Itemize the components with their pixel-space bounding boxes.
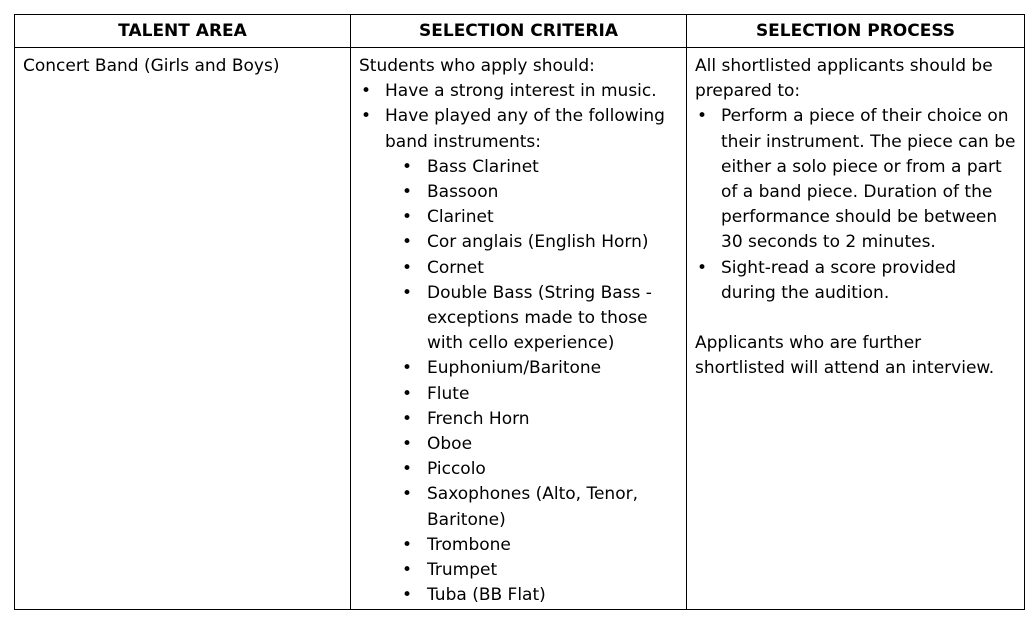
instrument-item: • Tuba (BB Flat) xyxy=(385,583,678,608)
criteria-item: • Have a strong interest in music. xyxy=(359,79,678,104)
instrument-item: • Trombone xyxy=(385,533,678,558)
instrument-item: • Piccolo xyxy=(385,457,678,482)
selection-table xyxy=(14,14,1025,610)
process-intro: All shortlisted applicants should be prepared to: xyxy=(695,56,993,102)
instrument-item: • Bass Clarinet xyxy=(385,155,678,180)
instrument-item: • Double Bass (String Bass - exceptions made to those with cello experience) xyxy=(385,281,678,357)
header-talent-area: TALENT AREA xyxy=(15,15,351,48)
instrument-item: • Oboe xyxy=(385,432,678,457)
criteria-intro: Students who apply should: xyxy=(359,56,595,76)
instrument-item: • Euphonium/Baritone xyxy=(385,356,678,381)
instrument-item: • Bassoon xyxy=(385,180,678,205)
instrument-item: • Cor anglais (English Horn) xyxy=(385,230,678,255)
criteria-list xyxy=(359,79,678,608)
instrument-item: • French Horn xyxy=(385,407,678,432)
instrument-item: • Saxophones (Alto, Tenor, Baritone) xyxy=(385,482,678,532)
instrument-item: • Trumpet xyxy=(385,558,678,583)
criteria-item-text: Have played any of the following band instruments: xyxy=(385,106,665,152)
instrument-item: • Cornet xyxy=(385,256,678,281)
instrument-item: • Clarinet xyxy=(385,205,678,230)
selection-criteria-cell xyxy=(351,48,687,610)
selection-process-cell xyxy=(687,48,1025,610)
talent-area-cell xyxy=(15,48,351,610)
process-closing: Applicants who are further shortlisted will attend an interview. xyxy=(695,333,995,379)
process-item: • Sight-read a score provided during the audition. xyxy=(695,256,1016,306)
talent-area-text: Concert Band (Girls and Boys) xyxy=(23,56,280,76)
instrument-item: • Flute xyxy=(385,382,678,407)
process-item: • Perform a piece of their choice on their instrument. The piece can be either a solo piece or from a part of a band piece. Duration of the performance should be between 30 seconds to 2 minutes. xyxy=(695,104,1016,255)
header-row xyxy=(15,15,1025,48)
table-row xyxy=(15,48,1025,610)
header-selection-process: SELECTION PROCESS xyxy=(687,15,1025,48)
criteria-item xyxy=(359,104,678,608)
instrument-list xyxy=(385,155,678,609)
header-selection-criteria: SELECTION CRITERIA xyxy=(351,15,687,48)
process-list xyxy=(695,104,1016,306)
